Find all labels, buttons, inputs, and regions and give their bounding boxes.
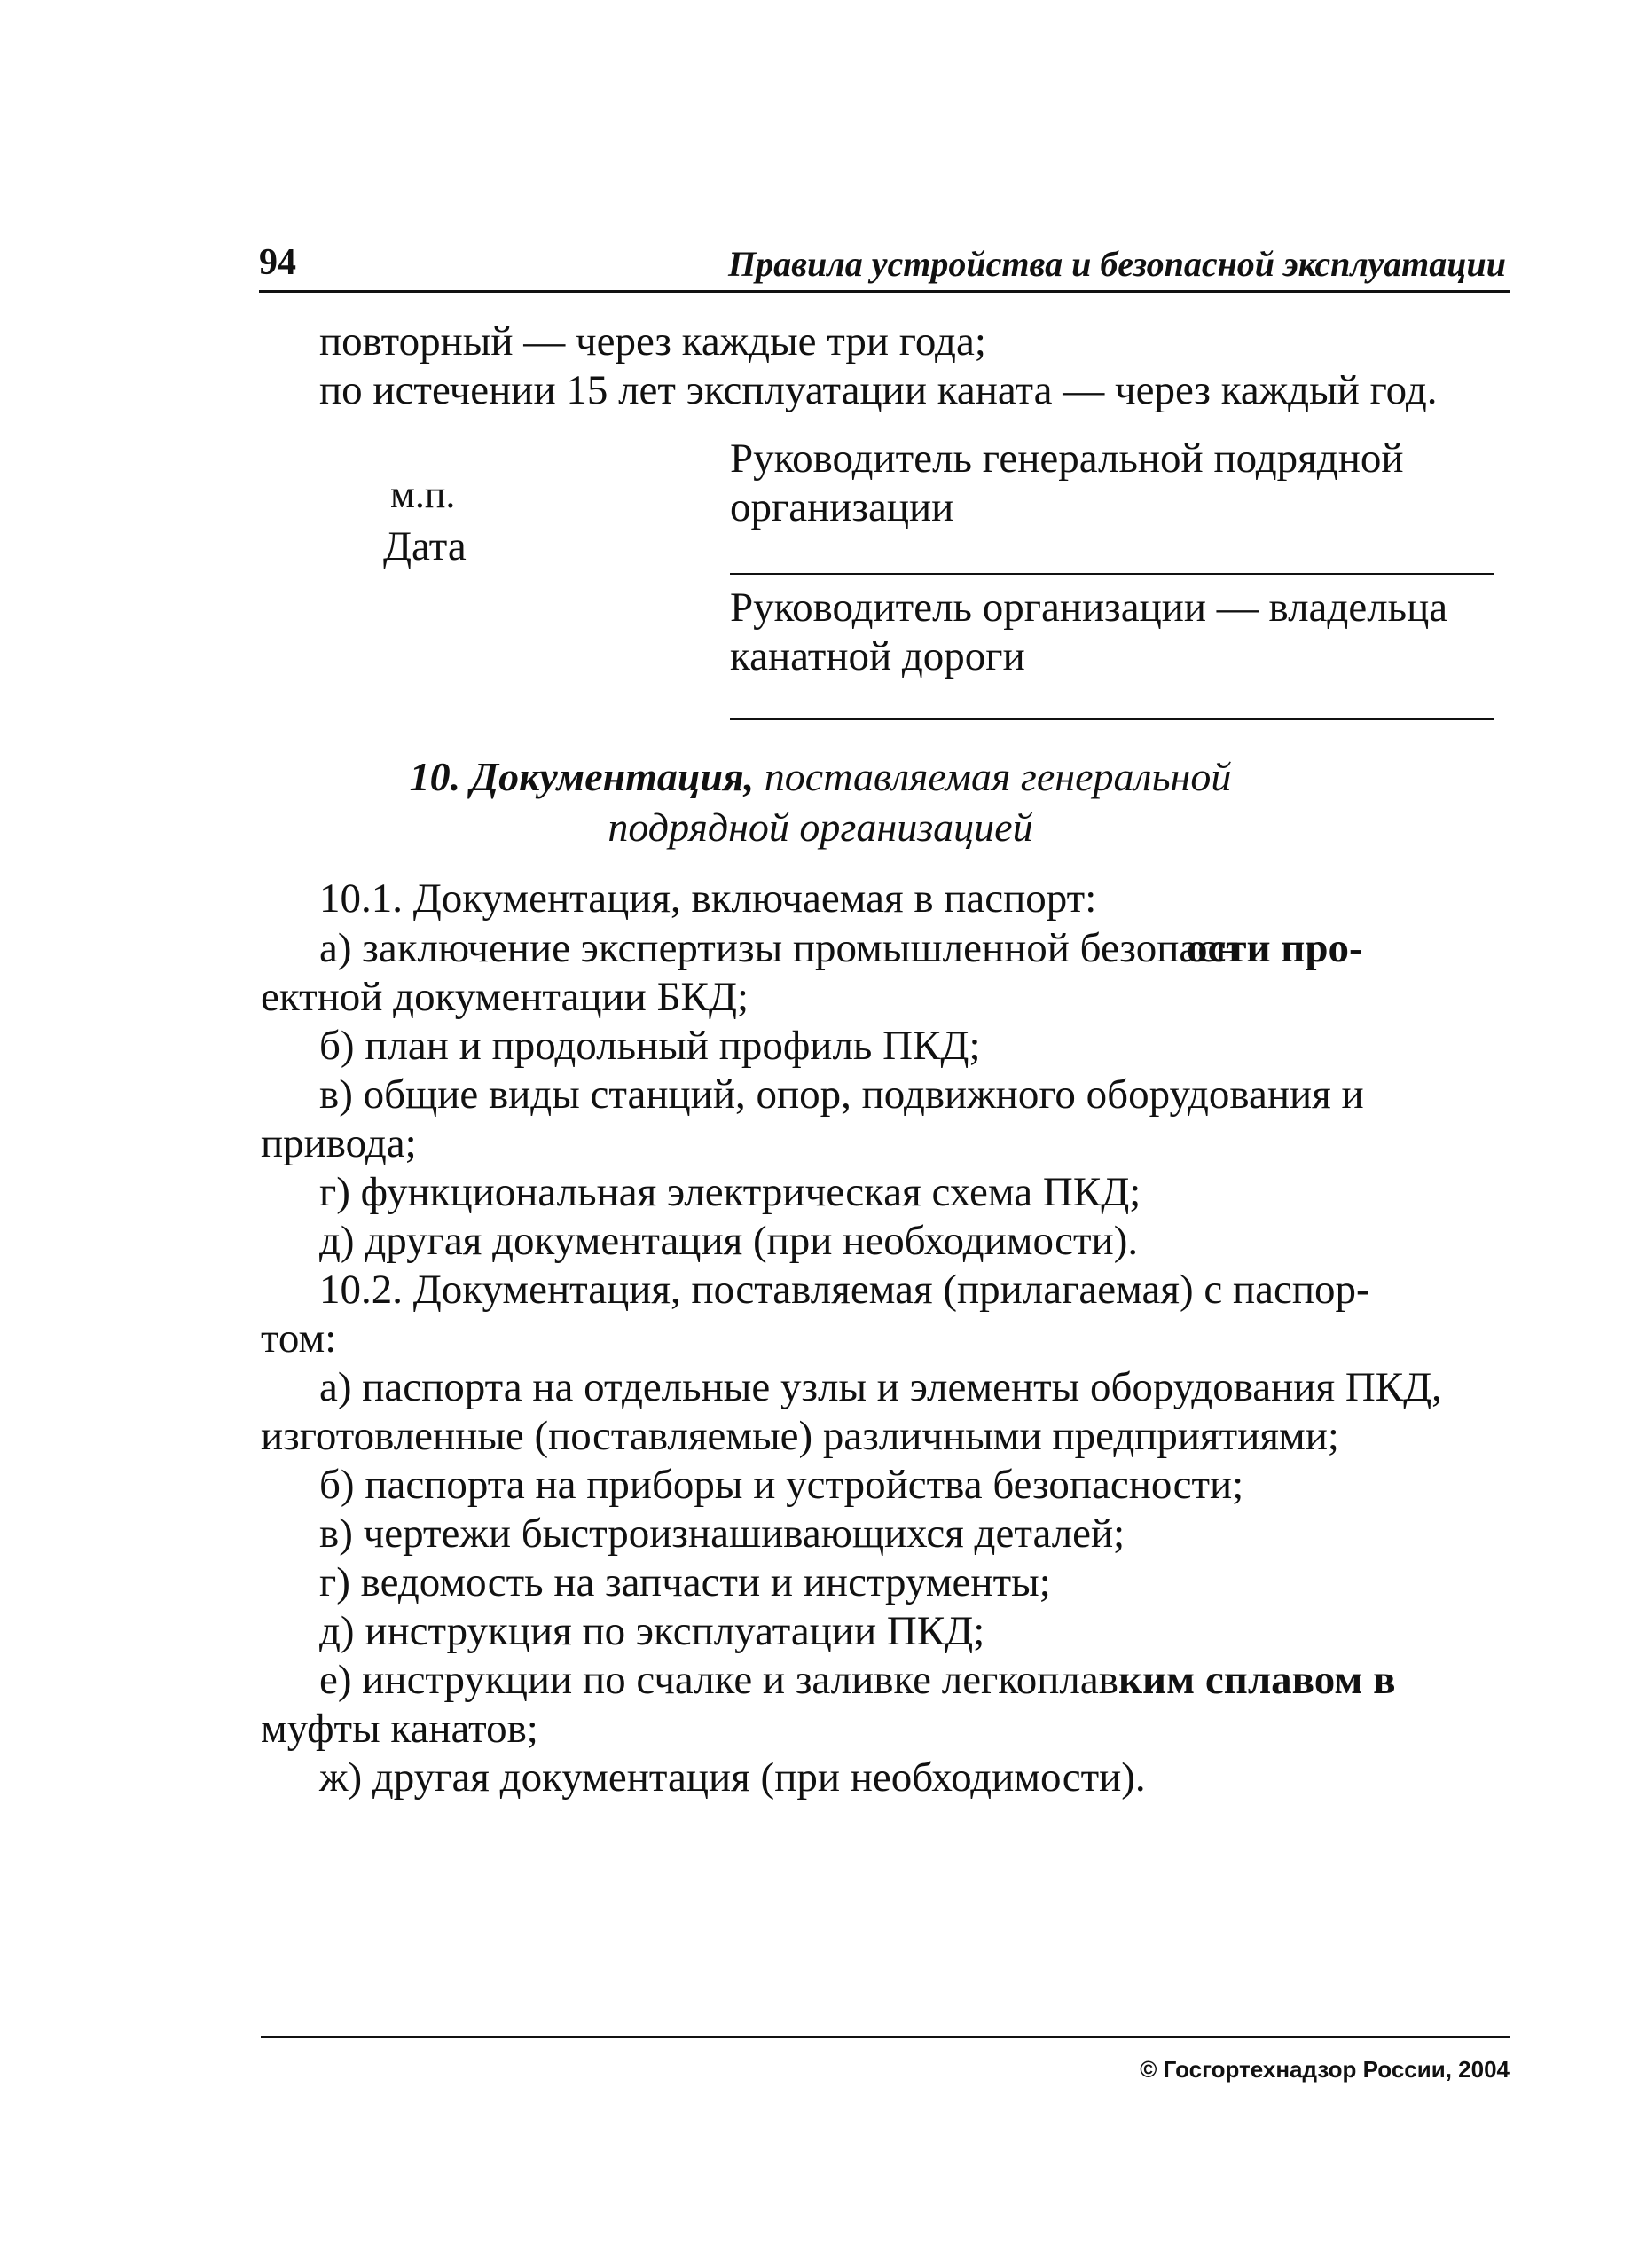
copyright-note: © Госгортехнадзор России, 2004 xyxy=(1140,2056,1510,2083)
para-10-1-v-line1: в) общие виды станций, опор, подвижного оборудования и xyxy=(319,1071,1364,1118)
section-title-rest: поставляемая генеральной xyxy=(764,754,1232,799)
para-10-1-b: б) план и продольный профиль ПКД; xyxy=(319,1023,981,1069)
para-10-2-e-bold: ким сплавом в xyxy=(1118,1657,1396,1703)
intro-line-1: повторный — через каждые три года; xyxy=(319,318,986,365)
signature-line-owner xyxy=(730,718,1494,720)
para-10-2-line1: 10.2. Документация, поставляемая (прилагаемая) с паспор- xyxy=(319,1267,1370,1313)
owner-head-label-line1: Руководитель организации — владельца xyxy=(730,585,1448,631)
para-10-2-e-line1 xyxy=(319,1655,1396,1705)
para-10-2-a-line1: а) паспорта на отдельные узлы и элементы оборудования ПКД, xyxy=(319,1364,1442,1410)
signature-line-general-contractor xyxy=(730,573,1494,575)
para-10-1-a-bold-tail xyxy=(1187,923,1363,973)
intro-line-2: по истечении 15 лет эксплуатации каната — через каждый год. xyxy=(319,367,1438,413)
general-contractor-head-label-line1: Руководитель генеральной подрядной xyxy=(730,436,1404,482)
para-10-1-v-line2: привода; xyxy=(261,1120,417,1166)
para-10-2-a-line2: изготовленные (поставляемые) различными предприятиями; xyxy=(261,1413,1339,1459)
para-10-1-a-line2: ектной документации БКД; xyxy=(261,974,749,1020)
section-title-bold: Документация, xyxy=(470,754,755,799)
owner-head-label-line2: канатной дороги xyxy=(730,633,1025,679)
section-title-line2: подрядной организацией xyxy=(608,804,1033,850)
para-10-2-zh: ж) другая документация (при необходимости). xyxy=(319,1754,1146,1801)
para-10-2-e-line2: муфты канатов; xyxy=(261,1706,538,1752)
para-10-2-line2: том: xyxy=(261,1315,337,1362)
para-10-2-g: г) ведомость на запчасти и инструменты; xyxy=(319,1559,1051,1605)
running-title: Правила устройства и безопасной эксплуатации xyxy=(727,244,1506,284)
para-10-2-e-start: е) инструкции по счалке и заливке легкоплав xyxy=(319,1657,1118,1703)
para-10-1-g: г) функциональная электрическая схема ПКД; xyxy=(319,1169,1141,1215)
general-contractor-head-label-line2: организации xyxy=(730,484,954,530)
para-10-2-v: в) чертежи быстроизнашивающихся деталей; xyxy=(319,1511,1125,1557)
footer-rule xyxy=(261,2036,1510,2038)
para-10-1: 10.1. Документация, включаемая в паспорт: xyxy=(319,875,1097,922)
para-10-1-a-bold: ости про- xyxy=(1187,925,1363,971)
para-10-1-a-start: а) заключение экспертизы промышленной безопасн xyxy=(319,925,1239,971)
page-number: 94 xyxy=(259,242,296,283)
para-10-1-d: д) другая документация (при необходимости). xyxy=(319,1218,1139,1264)
para-10-2-d: д) инструкция по эксплуатации ПКД; xyxy=(319,1608,985,1654)
date-label: Дата xyxy=(383,523,467,569)
para-10-2-b: б) паспорта на приборы и устройства безопасности; xyxy=(319,1462,1244,1508)
header-rule xyxy=(259,290,1510,293)
section-number: 10. xyxy=(409,754,461,799)
section-title-line1 xyxy=(266,752,1375,802)
stamp-label: м.п. xyxy=(390,473,456,516)
